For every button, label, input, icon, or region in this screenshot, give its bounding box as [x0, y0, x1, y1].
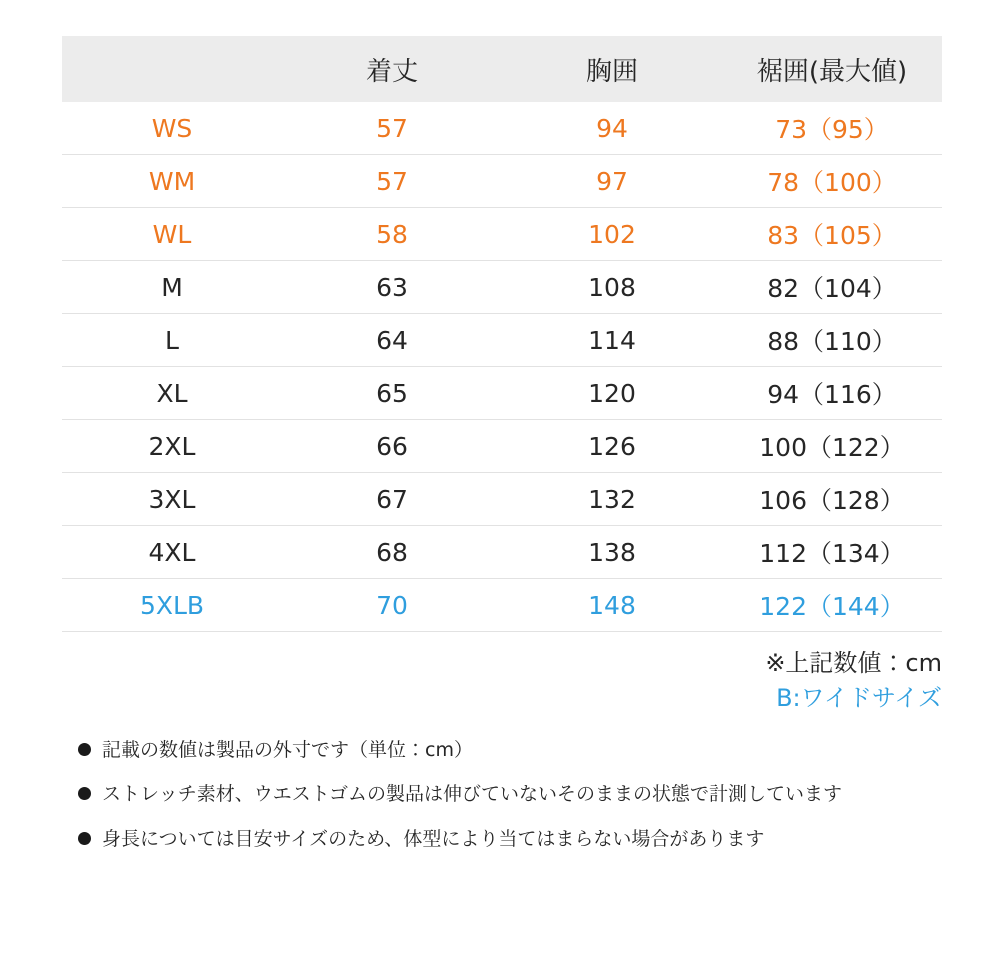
table-row: [62, 261, 942, 314]
row-size-label: 3XL: [62, 473, 282, 526]
row-length-value: 65: [282, 367, 502, 420]
row-chest-value: 97: [502, 155, 722, 208]
row-length-value: 67: [282, 473, 502, 526]
size-chart-page: [0, 36, 1000, 956]
row-chest-value: 148: [502, 579, 722, 632]
row-size-label: L: [62, 314, 282, 367]
list-item-label: 身長については目安サイズのため、体型により当てはまらない場合があります: [102, 827, 765, 850]
row-hem-value: 73（95）: [722, 102, 942, 155]
row-size-label: XL: [62, 367, 282, 420]
table-header-row: [62, 36, 942, 102]
row-chest-value: 120: [502, 367, 722, 420]
table-row: [62, 102, 942, 155]
column-header-length: 着丈: [282, 36, 502, 102]
size-table: [62, 36, 942, 632]
list-item: [78, 827, 958, 853]
row-size-label: 4XL: [62, 526, 282, 579]
row-hem-value: 112（134）: [722, 526, 942, 579]
row-chest-value: 126: [502, 420, 722, 473]
row-size-label: 5XLB: [62, 579, 282, 632]
row-length-value: 68: [282, 526, 502, 579]
row-chest-value: 102: [502, 208, 722, 261]
row-hem-value: 100（122）: [722, 420, 942, 473]
bullet-dot-icon: [78, 787, 91, 800]
row-hem-value: 94（116）: [722, 367, 942, 420]
row-length-value: 63: [282, 261, 502, 314]
table-row: [62, 526, 942, 579]
row-hem-value: 88（110）: [722, 314, 942, 367]
row-size-label: M: [62, 261, 282, 314]
row-length-value: 57: [282, 155, 502, 208]
row-length-value: 66: [282, 420, 502, 473]
size-table-body: [62, 102, 942, 632]
row-hem-value: 82（104）: [722, 261, 942, 314]
row-hem-value: 106（128）: [722, 473, 942, 526]
row-size-label: WS: [62, 102, 282, 155]
wide-size-note: B:ワイドサイズ: [776, 683, 942, 712]
table-row: [62, 579, 942, 632]
row-length-value: 64: [282, 314, 502, 367]
table-row: [62, 208, 942, 261]
column-header-size: [62, 36, 282, 102]
table-row: [62, 155, 942, 208]
row-hem-value: 122（144）: [722, 579, 942, 632]
size-table-header: [62, 36, 942, 102]
row-chest-value: 108: [502, 261, 722, 314]
row-chest-value: 114: [502, 314, 722, 367]
table-footnotes: [62, 646, 942, 716]
row-length-value: 58: [282, 208, 502, 261]
row-length-value: 70: [282, 579, 502, 632]
list-item: [78, 738, 958, 764]
notes-list: [78, 738, 958, 853]
list-item: [78, 782, 958, 808]
row-chest-value: 132: [502, 473, 722, 526]
column-header-chest: 胸囲: [502, 36, 722, 102]
table-row: [62, 420, 942, 473]
table-row: [62, 314, 942, 367]
row-size-label: WL: [62, 208, 282, 261]
row-hem-value: 78（100）: [722, 155, 942, 208]
table-row: [62, 473, 942, 526]
bullet-dot-icon: [78, 743, 91, 756]
unit-note: ※上記数値：cm: [765, 649, 942, 677]
row-hem-value: 83（105）: [722, 208, 942, 261]
list-item-label: ストレッチ素材、ウエストゴムの製品は伸びていないそのままの状態で計測しています: [102, 783, 843, 806]
row-chest-value: 94: [502, 102, 722, 155]
table-row: [62, 367, 942, 420]
row-size-label: 2XL: [62, 420, 282, 473]
column-header-hem: 裾囲(最大値): [722, 36, 942, 102]
bullet-dot-icon: [78, 832, 91, 845]
list-item-label: 記載の数値は製品の外寸です（単位：cm）: [102, 738, 473, 761]
row-length-value: 57: [282, 102, 502, 155]
row-chest-value: 138: [502, 526, 722, 579]
row-size-label: WM: [62, 155, 282, 208]
